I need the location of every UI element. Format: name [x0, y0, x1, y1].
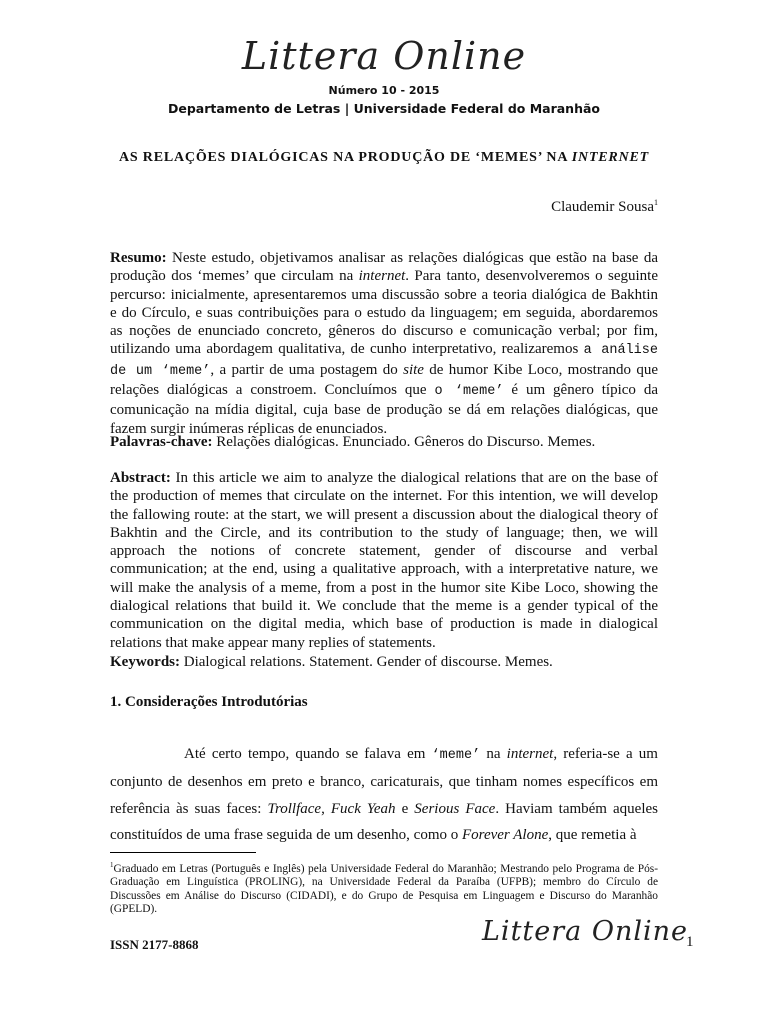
abstract-label: Abstract:: [110, 470, 171, 486]
resumo-italic-2: site: [403, 361, 424, 378]
footnote-text: Graduado em Letras (Português e Inglês) pela Universidade Federal do Maranhão; Mestrando pelo Programa de Pós-Graduação em Linguística (PROLING), na Universidade Federal da Paraíba (UFPB); membro do Círculo de Discussões em Análise do Discurso (CIDADI), e do Grupo de Pesquisa em Linguagem e Discurso do Maranhão (GPELD).: [110, 862, 658, 916]
resumo-mono-1: a análise de um ‘meme’: [110, 343, 658, 379]
footnote-mark: 1: [110, 861, 114, 869]
author-line: [551, 198, 658, 216]
department-line: Departamento de Letras | Universidade Federal do Maranhão: [168, 101, 600, 116]
keywords-text: Dialogical relations. Statement. Gender of discourse. Memes.: [180, 654, 553, 670]
resumo-paragraph: [110, 249, 658, 438]
journal-logo: Littera Online: [241, 34, 527, 78]
author-name: Claudemir Sousa: [551, 199, 654, 215]
body-text-4: ,: [321, 800, 331, 817]
body-text-5: e: [395, 800, 415, 817]
body-italic-4: Serious Face: [414, 800, 496, 817]
article-title: [110, 150, 658, 166]
body-paragraph: [110, 741, 658, 848]
page-number: 1: [686, 934, 694, 950]
issue-number: Número 10 - 2015: [328, 84, 440, 97]
resumo-text-2: . Para tanto, desenvolveremos o seguinte percurso: inicialmente, apresentaremos uma discussão sobre a teoria dialógica de Bakhtin e do Círculo, e suas contribuições para o estudo da linguagem; em seguida, abordaremos as noções de enunciado concreto, gêneros do discurso e comunicação verbal; por fim, utilizando uma abordagem qualitativa, de cunho interpretativo, realizaremos: [110, 268, 658, 358]
palavras-chave-paragraph: [110, 433, 658, 451]
resumo-text-1: Neste estudo, objetivamos analisar as relações dialógicas que estão na base da produção dos ‘memes’ que circulam na: [110, 250, 658, 285]
footer-logo: Littera Online: [482, 916, 688, 947]
resumo-label: Resumo:: [110, 250, 167, 266]
body-italic-2: Trollface: [267, 800, 322, 817]
issn: ISSN 2177-8868: [110, 937, 199, 952]
body-text-7: , que remetia à: [548, 826, 637, 843]
footnote-divider: [110, 852, 256, 853]
resumo-mono-2: o ‘meme’: [434, 384, 504, 400]
body-text-2: na: [480, 746, 507, 762]
body-italic-5: Forever Alone: [462, 826, 549, 843]
body-italic-3: Fuck Yeah: [330, 800, 396, 817]
article-title-italic: INTERNET: [571, 150, 649, 165]
body-italic-1: internet: [506, 746, 554, 762]
resumo-text-3: , a partir de uma postagem do: [210, 361, 404, 378]
keywords-label: Keywords:: [110, 654, 180, 670]
resumo-italic-1: internet: [358, 268, 406, 285]
body-mono-1: ‘meme’: [431, 748, 481, 763]
keywords-paragraph: [110, 653, 658, 671]
footnote: [110, 859, 658, 917]
abstract-paragraph: [110, 469, 658, 652]
body-text-6: . Haviam também aqueles constituídos de uma frase seguida de um desenho, como o: [110, 800, 659, 843]
section-heading: 1. Considerações Introdutórias: [110, 694, 308, 710]
palavras-chave-text: Relações dialógicas. Enunciado. Gêneros do Discurso. Memes.: [212, 434, 596, 450]
resumo-text-4: de humor Kibe Loco, mostrando que relações dialógicas a constroem. Concluímos que: [110, 361, 658, 399]
abstract-text: In this article we aim to analyze the dialogical relations that are on the base of the production of memes that circulate on the internet. For this intention, we will develop the fallowing route: at the start, we will present a discussion about the dialogical theory of Bakhtin and the Circle, and its contribution to the study of language; then, we will approach the notions of concrete statement, gender of discourse and verbal communication; at the end, using a qualitative approach, with a interpretative nature, we will make the analysis of a meme, from a post in the humor site Kibe Loco, showing the dialogical relations that build it. We conclude that the meme is a gender typical of the communication on the digital media, which base of production is made in dialogical relations that make appear many replies of statements.: [110, 470, 658, 651]
resumo-text-5: é um gênero típico da comunicação na mídia digital, cuja base de produção se dá em relações dialógicas, que fazem surgir inúmeras réplicas de enunciados.: [110, 382, 658, 437]
palavras-chave-label: Palavras-chave:: [110, 434, 213, 450]
author-footnote-mark: 1: [654, 198, 658, 207]
body-text-1: Até certo tempo, quando se falava em: [184, 746, 432, 762]
article-title-text: AS RELAÇÕES DIALÓGICAS NA PRODUÇÃO DE ‘MEMES’ NA: [119, 150, 572, 165]
body-text-3: , referia-se a um conjunto de desenhos em preto e branco, caricaturais, que tinham nomes específicos em referência às suas faces:: [110, 746, 658, 817]
